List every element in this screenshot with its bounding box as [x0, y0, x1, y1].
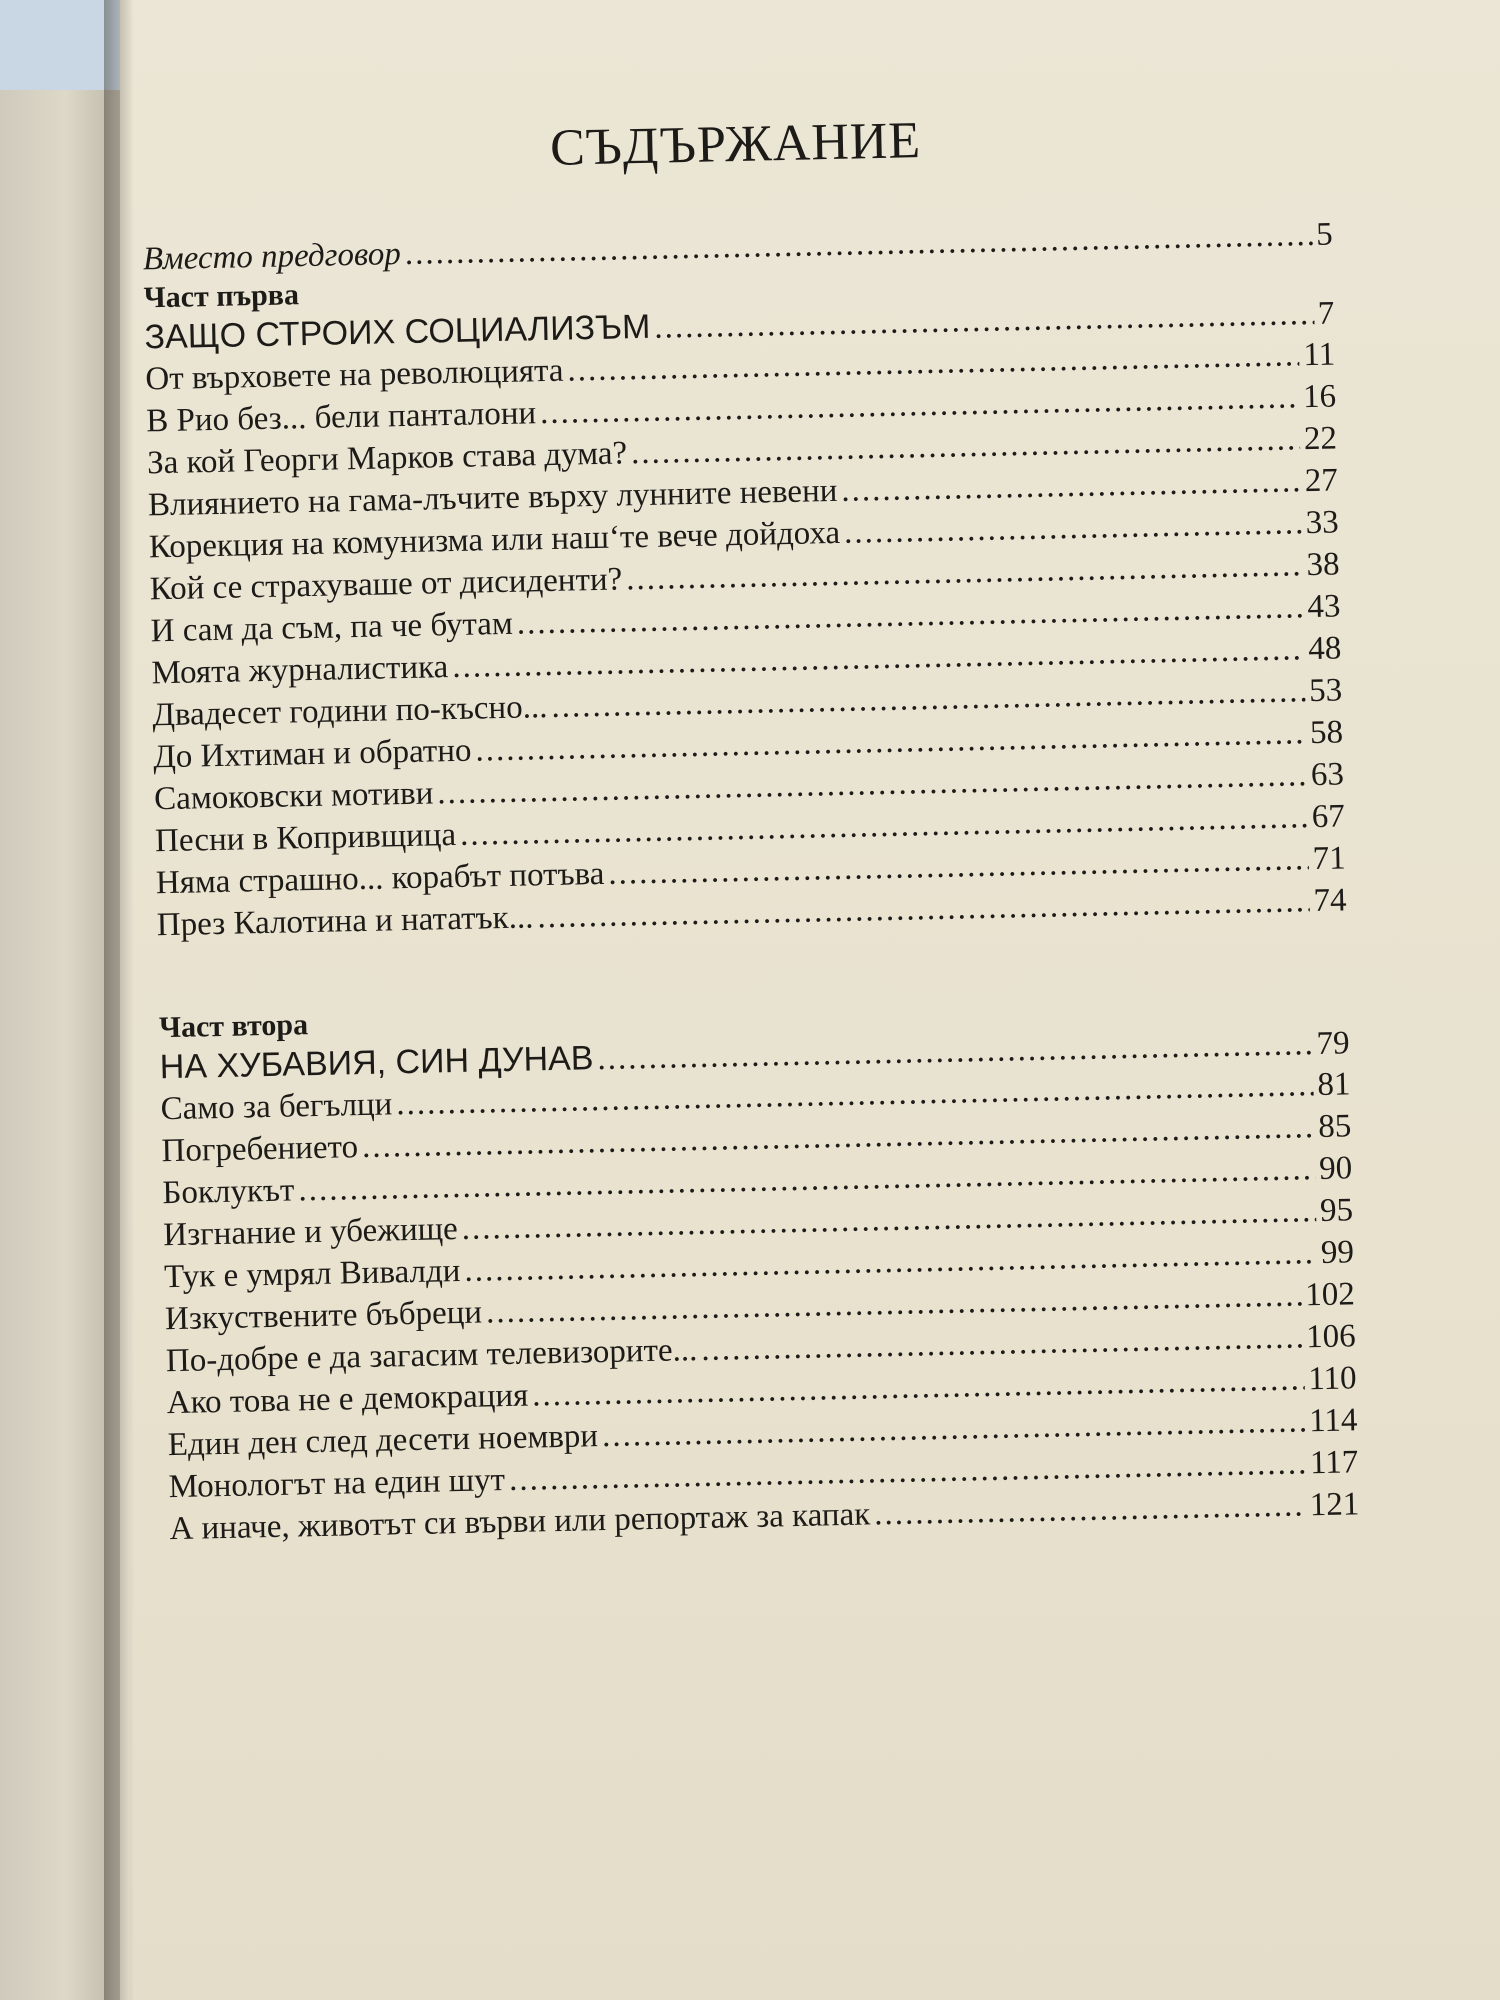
toc-entry-title: ЗАЩО СТРОИХ СОЦИАЛИЗЪМ [144, 307, 651, 357]
toc-entry-page: 95 [1319, 1192, 1354, 1229]
toc-entry-title: По-добре е да загасим телевизорите... [165, 1332, 698, 1380]
toc-entry-page: 81 [1317, 1066, 1351, 1104]
toc-entry-page: 63 [1310, 756, 1345, 794]
toc-entry-title: А иначе, животът си върви или репортаж за капак [169, 1496, 871, 1548]
toc-entry-title: Влиянието на гама-лъчите върху лунните невени [147, 472, 838, 524]
left-page-edge [0, 0, 120, 2000]
book-gutter [104, 0, 134, 2000]
toc-entry-title: Изкуствените бъбреци [164, 1294, 483, 1338]
toc-entry-title: Моята журналистика [151, 649, 449, 692]
toc-entry-title: Ако това не е демокрация [166, 1377, 529, 1422]
toc-entry-page: 110 [1307, 1360, 1357, 1398]
toc-entry-page: 33 [1305, 504, 1340, 542]
toc-entry-title: През Калотина и нататък... [156, 899, 534, 944]
toc-entry-title: До Ихтиман и обратно [152, 732, 472, 776]
toc-entry-title: Боклукът [162, 1172, 295, 1212]
toc-entry-title: Само за бегълци [160, 1086, 393, 1128]
toc-entry-page: 99 [1320, 1234, 1355, 1271]
toc-entry-page: 5 [1315, 216, 1334, 253]
part-two-label: Част втора [158, 1008, 309, 1045]
toc-entry-page: 58 [1309, 714, 1344, 752]
toc-entry-page: 71 [1312, 840, 1347, 878]
toc-entry-page: 90 [1318, 1150, 1353, 1187]
toc-entry-title: Вместо предговор [142, 236, 402, 278]
toc-entry-title: Двадесет години по-късно... [152, 689, 548, 734]
background-corner [0, 0, 120, 90]
toc-entry-page: 27 [1304, 462, 1339, 500]
toc-entry-page: 38 [1306, 546, 1340, 584]
toc-entry-page: 16 [1302, 378, 1337, 416]
toc-entry-title: Песни в Копривщица [154, 817, 457, 860]
toc-entry-title: Тук е умрял Вивалди [163, 1253, 461, 1296]
toc-entry-page: 7 [1317, 295, 1335, 332]
toc-entry-title: И сам да съм, па че бутам [150, 605, 514, 650]
toc-entry-page: 117 [1309, 1444, 1359, 1482]
toc-entry-page: 114 [1308, 1402, 1358, 1440]
toc-entry-page: 106 [1305, 1318, 1357, 1356]
toc-entry-title: Корекция на комунизма или наш‘те вече дойдоха [148, 514, 841, 566]
toc-entry-title: Няма страшно... корабът потъва [155, 855, 605, 902]
toc-entry-title: Един ден след десети ноември [167, 1418, 599, 1464]
toc-entry-page: 43 [1307, 588, 1341, 626]
toc-entry-page: 74 [1313, 882, 1347, 920]
part-one-label: Част първа [143, 278, 300, 315]
toc-entry-title: Монологът на един шут [168, 1462, 506, 1506]
toc-entry-title: Самоковски мотиви [153, 775, 434, 818]
toc-entry-title: От върховете на революцията [145, 352, 564, 398]
toc-entry-page: 48 [1307, 630, 1342, 668]
toc-entry-title: Погребението [161, 1129, 359, 1170]
toc-entry-title: В Рио без... бели панталони [145, 395, 537, 440]
toc-entry-title: За кой Георги Марков става дума? [146, 435, 628, 482]
toc-entry-title: Изгнание и убежище [162, 1211, 459, 1254]
table-of-contents [140, 103, 1360, 1551]
toc-entry-page: 22 [1303, 420, 1338, 458]
toc-entry-page: 121 [1309, 1486, 1360, 1524]
toc-entry-page: 67 [1311, 798, 1346, 836]
toc-entry-page: 11 [1302, 336, 1336, 374]
toc-entry-page: 85 [1317, 1108, 1352, 1146]
toc-entry-page: 102 [1304, 1276, 1356, 1314]
toc-entry-title: Кой се страхуваше от дисиденти? [149, 561, 623, 608]
toc-entry-page: 79 [1316, 1025, 1350, 1063]
toc-entry-title: НА ХУБАВИЯ, СИН ДУНАВ [159, 1039, 594, 1087]
toc-entry-page: 53 [1308, 672, 1343, 710]
page-title: СЪДЪРЖАНИЕ [549, 112, 922, 177]
